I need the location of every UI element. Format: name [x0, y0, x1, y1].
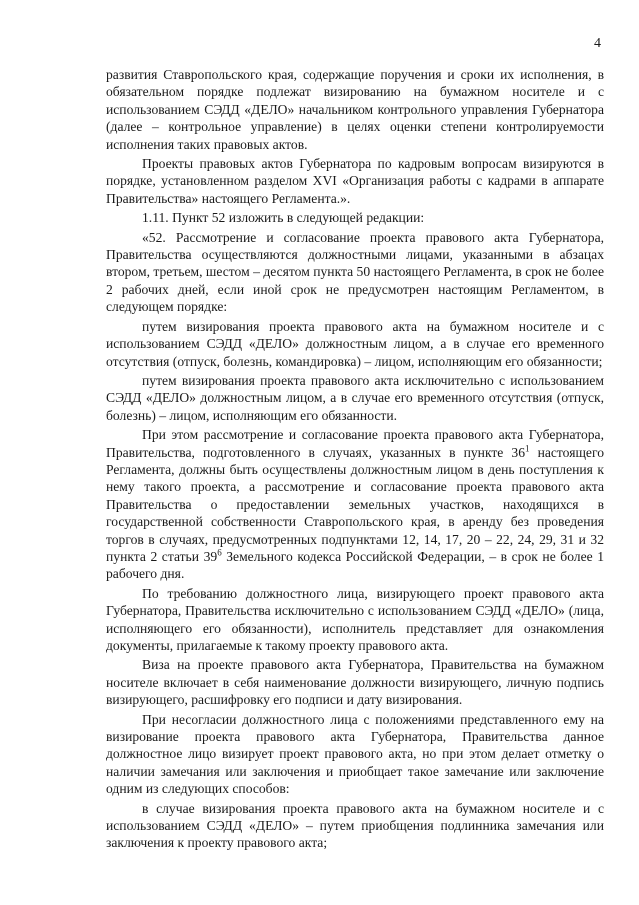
paragraph-paper-remarks: в случае визирования проекта правового акта на бумажном носителе и с использованием СЭДД «ДЕЛО» – путем приобщения подлинника замечания или заключения к проекту правового акта; — [106, 800, 604, 851]
page-number: 4 — [594, 36, 601, 51]
deadlines-text-part-1: При этом рассмотрение и согласование проекта правового акта Губернатора, Правительства, подготовленного в случаях, указанных в пункте 36 — [106, 427, 604, 460]
superscript-article-39: 6 — [217, 547, 222, 558]
paragraph-point-52: «52. Рассмотрение и согласование проекта правового акта Губернатора, Правительства осуществляются должностными лицами, указанными в абзацах втором, третьем, шестом – десятом пункта 50 настоящего Регламента, в срок не более 2 рабочих дней, если иной срок не предусмотрен настоящим Регламентом, в следующем порядке: — [106, 229, 604, 315]
paragraph-continuation: развития Ставропольского края, содержащие поручения и сроки их исполнения, в обязательном порядке подлежат визированию на бумажном носителе и с использованием СЭДД «ДЕЛО» начальником контрольного управления Губернатора (далее – контрольное управление) в целях оценки степени контролируемости исполнения таких правовых актов. — [106, 67, 604, 152]
paragraph-deadlines — [106, 426, 604, 583]
paragraph-electronic-visa: путем визирования проекта правового акта исключительно с использованием СЭДД «ДЕЛО» должностным лицом, а в случае его временного отсутствия (отпуск, болезнь) – лицом, исполняющим его обязанности. — [106, 372, 604, 423]
paragraph-paper-visa: путем визирования проекта правового акта на бумажном носителе и с использованием СЭДД «ДЕЛО» должностным лицом, а в случае его временного отсутствия (отпуск, болезнь, командировка) – лицом, исполняющим его обязанности; — [106, 318, 604, 369]
paragraph-documents-request: По требованию должностного лица, визирующего проект правового акта Губернатора, Правительства исключительно с использованием СЭДД «ДЕЛО» (лица, исполняющего его обязанности), исполнитель представляет для ознакомления документы, прилагаемые к такому проекту правового акта. — [106, 585, 604, 653]
document-body — [106, 66, 604, 854]
paragraph-visa-content: Виза на проекте правового акта Губернатора, Правительства на бумажном носителе включает в себя наименование должности визирующего, личную подпись визирующего, расшифровку его подписи и дату визирования. — [106, 657, 604, 708]
deadlines-text-part-3: Земельного кодекса Российской Федерации, – в срок не более 1 рабочего дня. — [106, 548, 605, 582]
paragraph-personnel-acts: Проекты правовых актов Губернатора по кадровым вопросам визируются в порядке, установленном разделом XVI «Организация работы с кадрами в аппарате Правительства» настоящего Регламента.». — [106, 156, 604, 206]
superscript-point-36: 1 — [525, 443, 530, 453]
paragraph-item-1-11: 1.11. Пункт 52 изложить в следующей редакции: — [142, 210, 425, 226]
paragraph-disagreement: При несогласии должностного лица с положениями представленного ему на визирование проекта правового акта Губернатора, Правительства данное должностное лицо визирует проект правового акта, но при этом делает отметку о наличии замечания или заключения и приобщает такое замечание или заключение одним из следующих способов: — [106, 711, 604, 797]
deadlines-text-part-2: настоящего Регламента, должны быть осуществлены должностным лицом в день поступления к нему такого проекта, а рассмотрение и согласование проекта правового акта Правительства о предоставлении земельных участков, находящихся в государственной собственности Ставропольского края, в аренду без проведения торгов в случаях, предусмотренных подпунктами 12, 14, 17, 20 – 22, 24, 29, 31 и 32 пункта 2 статьи 39 — [106, 444, 604, 564]
